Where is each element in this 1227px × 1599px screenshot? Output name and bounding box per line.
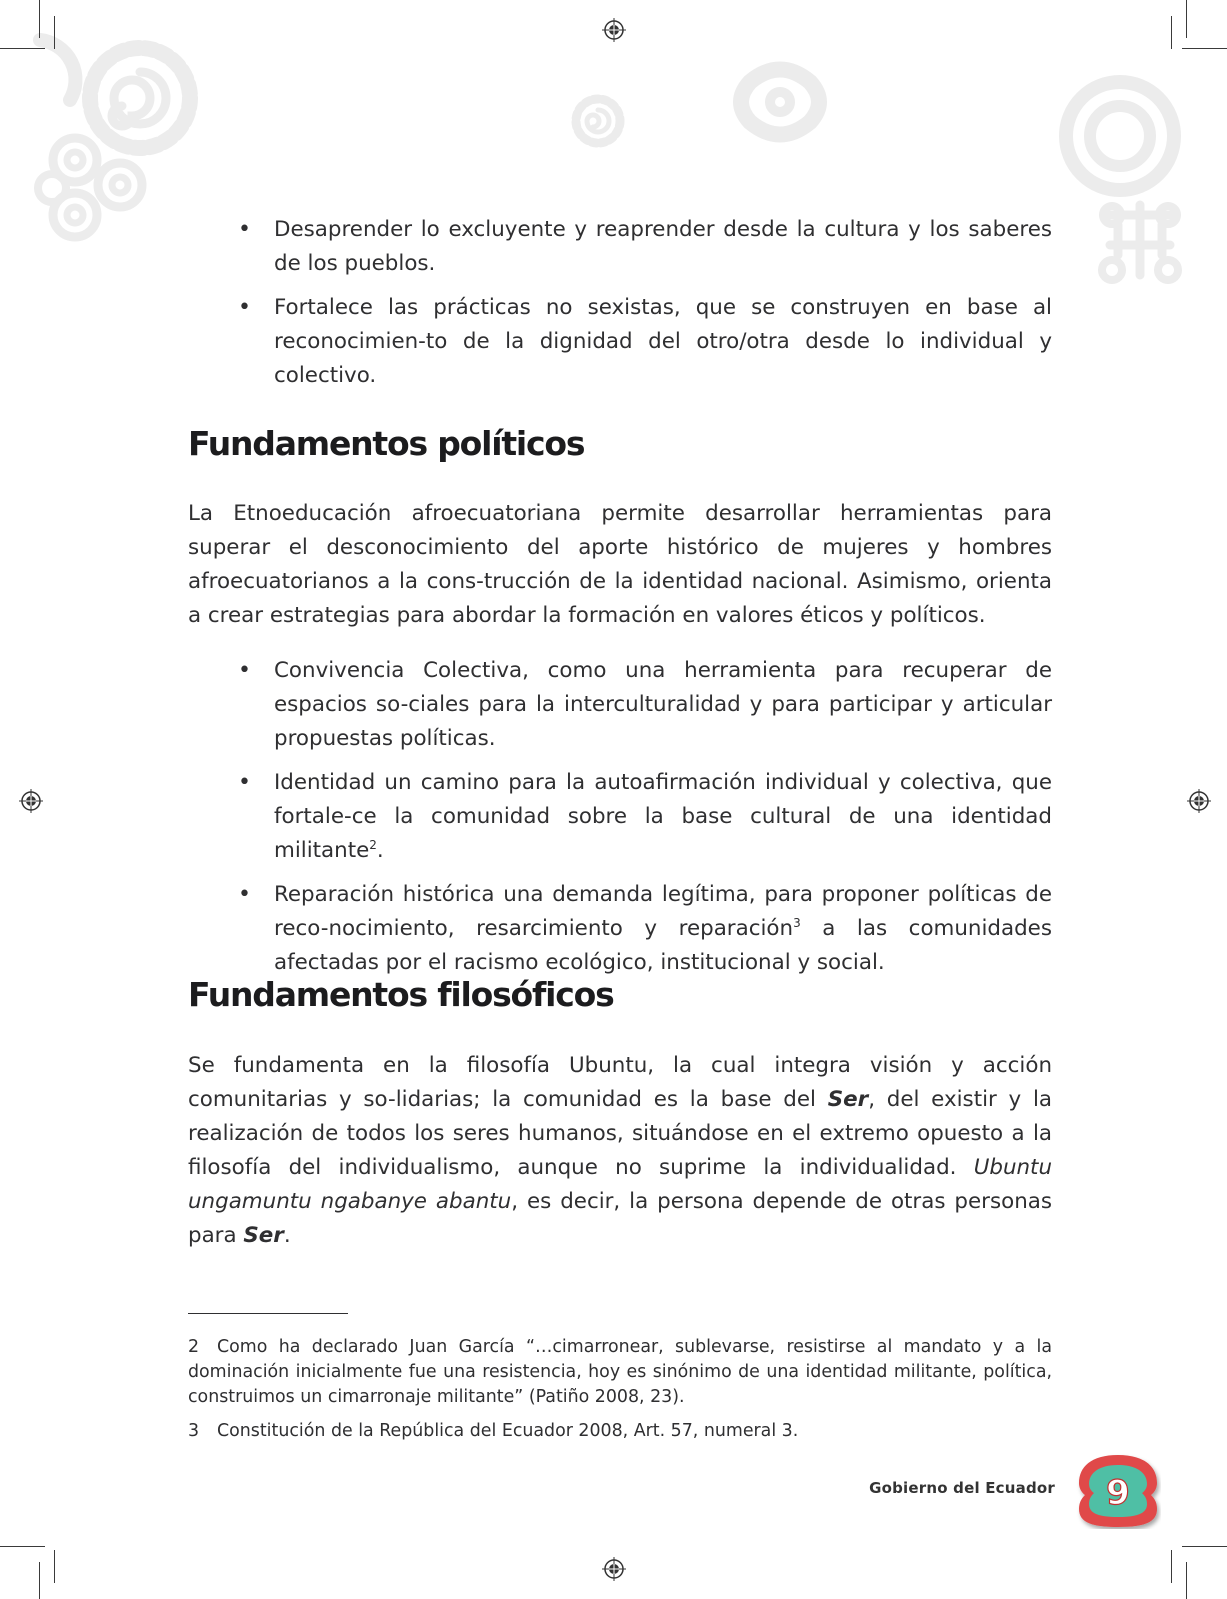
publisher-label: Gobierno del Ecuador <box>869 1479 1055 1497</box>
page-number: 9 <box>1106 1473 1130 1513</box>
politicos-bullet-list <box>238 654 1052 990</box>
footnote-3: 3 Constitución de la República del Ecuador 2008, Art. 57, numeral 3. <box>188 1421 799 1441</box>
bullet-icon: • <box>238 770 251 795</box>
registration-mark-top <box>602 18 626 42</box>
registration-mark-bottom <box>602 1557 626 1581</box>
footnote-ref-3[interactable]: 3 <box>793 916 801 930</box>
bullet-icon: • <box>238 217 251 242</box>
footnote-2: 2 Como ha declarado Juan García “…cimarronear, sublevarse, resistirse al mandato y a la dominación inicialmente fue una resistencia, hoy es sinónimo de una identidad militante, política, construimos un cimarronaje militante” (Patiño 2008, 23). <box>188 1337 1052 1407</box>
registration-mark-left <box>19 789 43 813</box>
section-heading-politicos: Fundamentos políticos <box>188 424 585 463</box>
list-item: • Reparación histórica una demanda legítima, para proponer políticas de reco-nocimiento, resarcimiento y reparación$^3$ a las comunidades afectadas por el racismo ecológico, institucional y social. <box>238 878 1052 980</box>
footnote-divider <box>188 1313 348 1314</box>
footnote-ref-2[interactable]: 2 <box>369 838 377 852</box>
list-item: • Desaprender lo excluyente y reaprender desde la cultura y los saberes de los pueblos. <box>238 213 1052 281</box>
section-paragraph-politicos: La Etnoeducación afroecuatoriana permite desarrollar herramientas para superar el desconocimiento del aporte histórico de mujeres y hombres afroecuatorianos a la cons-trucción de la identidad nacional. Asimismo, orienta a crear estrategias para abordar la formación en valores éticos y políticos. <box>188 501 1052 628</box>
top-bullet-list <box>238 213 1052 403</box>
bullet-icon: • <box>238 882 251 907</box>
list-item: • Convivencia Colectiva, como una herramienta para recuperar de espacios so-ciales para la interculturalidad y para participar y articular propuestas políticas. <box>238 654 1052 756</box>
list-item: • Identidad un camino para la autoafirmación individual y colectiva, que fortale-ce la comunidad sobre la base cultural de una identidad militante$^2$. <box>238 766 1052 868</box>
list-item: • Fortalece las prácticas no sexistas, que se construyen en base al reconocimien-to de la dignidad del otro/otra desde lo individual y colectivo. <box>238 291 1052 393</box>
page-number-badge <box>1075 1451 1161 1529</box>
bullet-icon: • <box>238 658 251 683</box>
bullet-icon: • <box>238 295 251 320</box>
section-paragraph-filosoficos: Se fundamenta en la filosofía Ubuntu, la cual integra visión y acción comunitarias y so-lidarias; la comunidad es la base del Ser, del existir y la realización de todos los seres humanos, situándose en el extremo opuesto a la filosofía del individualismo, aunque no suprime la individualidad. Ubuntu ungamuntu ngabanye abantu, es decir, la persona depende de otras personas para Ser. <box>188 1053 1052 1248</box>
section-heading-filosoficos: Fundamentos filosóficos <box>188 975 614 1014</box>
registration-mark-right <box>1187 789 1211 813</box>
